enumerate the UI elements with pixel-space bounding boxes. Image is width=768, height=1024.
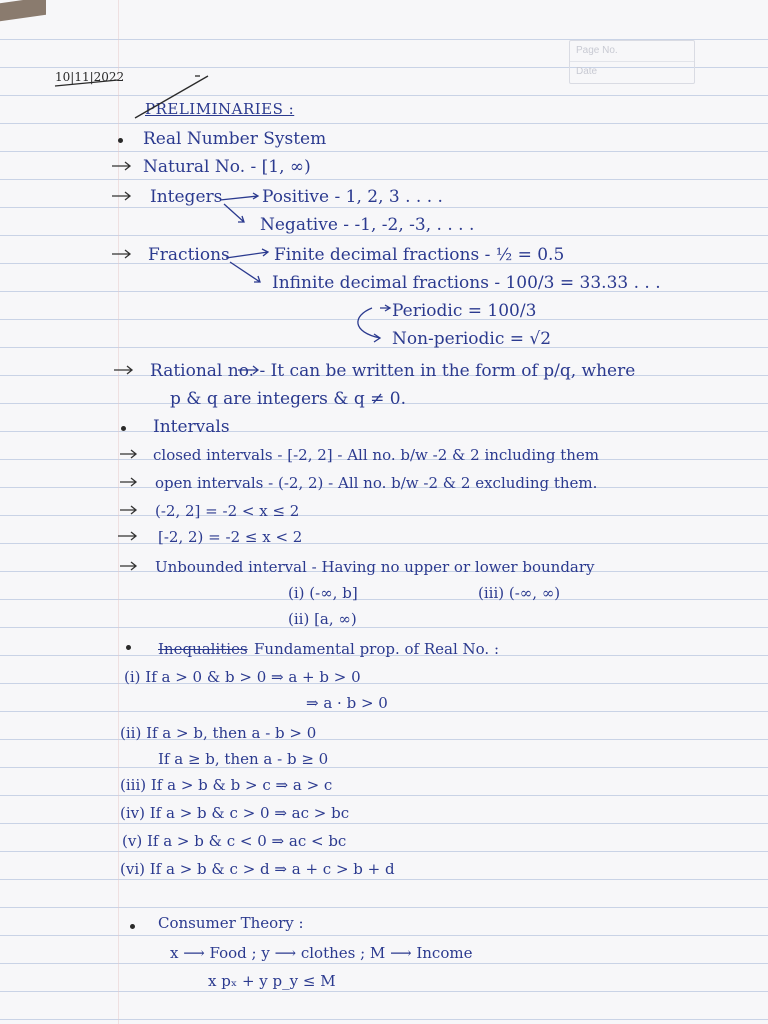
line-fundamental: Fundamental prop. of Real No. : [254, 640, 500, 658]
line-intervals: Intervals [153, 417, 230, 437]
line-rational-1: Rational no. - It can be written in the form of p/q, where [150, 361, 636, 381]
line-closed: closed intervals - [-2, 2] - All no. b/w -2 & 2 including them [153, 446, 599, 464]
bullet [126, 645, 131, 650]
line-infinite: Infinite decimal fractions - 100/3 = 33.33 . . . [272, 273, 661, 293]
line-positive: Positive - 1, 2, 3 . . . . [262, 187, 443, 207]
date-label: Date [576, 66, 598, 77]
bullet [121, 426, 126, 431]
note-date: 10|11|2022 [55, 70, 125, 84]
line-non-periodic: Non-periodic = √2 [392, 329, 552, 349]
line-prop-i-b: ⇒ a · b > 0 [306, 694, 388, 712]
line-natural: Natural No. - [1, ∞) [143, 157, 311, 177]
line-unbounded-iii: (iii) (-∞, ∞) [478, 584, 561, 602]
line-integers: Integers [150, 187, 223, 207]
line-unbounded: Unbounded interval - Having no upper or lower boundary [155, 558, 595, 576]
page-date-box [569, 40, 695, 84]
line-finite: Finite decimal fractions - ½ = 0.5 [274, 245, 565, 265]
page-title: PRELIMINARIES : [145, 100, 295, 118]
line-prop-iii: (iii) If a > b & b > c ⇒ a > c [120, 776, 333, 794]
line-unbounded-i: (i) (-∞, b] [288, 584, 358, 602]
line-periodic: Periodic = 100/3 [392, 301, 537, 321]
bullet [130, 924, 135, 929]
line-prop-vi: (vi) If a > b & c > d ⇒ a + c > b + d [120, 860, 395, 878]
bullet [118, 138, 123, 143]
line-unbounded-ii: (ii) [a, ∞) [288, 610, 357, 628]
line-half-open-2: [-2, 2) = -2 ≤ x < 2 [158, 528, 303, 546]
line-consumer: Consumer Theory : [158, 914, 304, 932]
line-negative: Negative - -1, -2, -3, . . . . [260, 215, 475, 235]
line-prop-ii-b: If a ≥ b, then a - b ≥ 0 [158, 750, 329, 768]
page-no-label: Page No. [570, 41, 694, 62]
line-real-number-system: Real Number System [143, 129, 327, 149]
line-consumer-1: x ⟶ Food ; y ⟶ clothes ; M ⟶ Income [170, 944, 473, 962]
line-prop-i-a: (i) If a > 0 & b > 0 ⇒ a + b > 0 [124, 668, 361, 686]
line-half-open-1: (-2, 2] = -2 < x ≤ 2 [155, 502, 300, 520]
line-inequalities-struck: Inequalities [158, 640, 248, 658]
line-open: open intervals - (-2, 2) - All no. b/w -2 & 2 excluding them. [155, 474, 598, 492]
line-prop-iv: (iv) If a > b & c > 0 ⇒ ac > bc [120, 804, 350, 822]
line-prop-v: (v) If a > b & c < 0 ⇒ ac < bc [122, 832, 347, 850]
line-fractions: Fractions [148, 245, 230, 265]
line-prop-ii-a: (ii) If a > b, then a - b > 0 [120, 724, 317, 742]
margin-line [118, 0, 119, 1024]
line-rational-2: p & q are integers & q ≠ 0. [170, 389, 406, 409]
line-consumer-2: x pₓ + y p_y ≤ M [208, 972, 336, 990]
